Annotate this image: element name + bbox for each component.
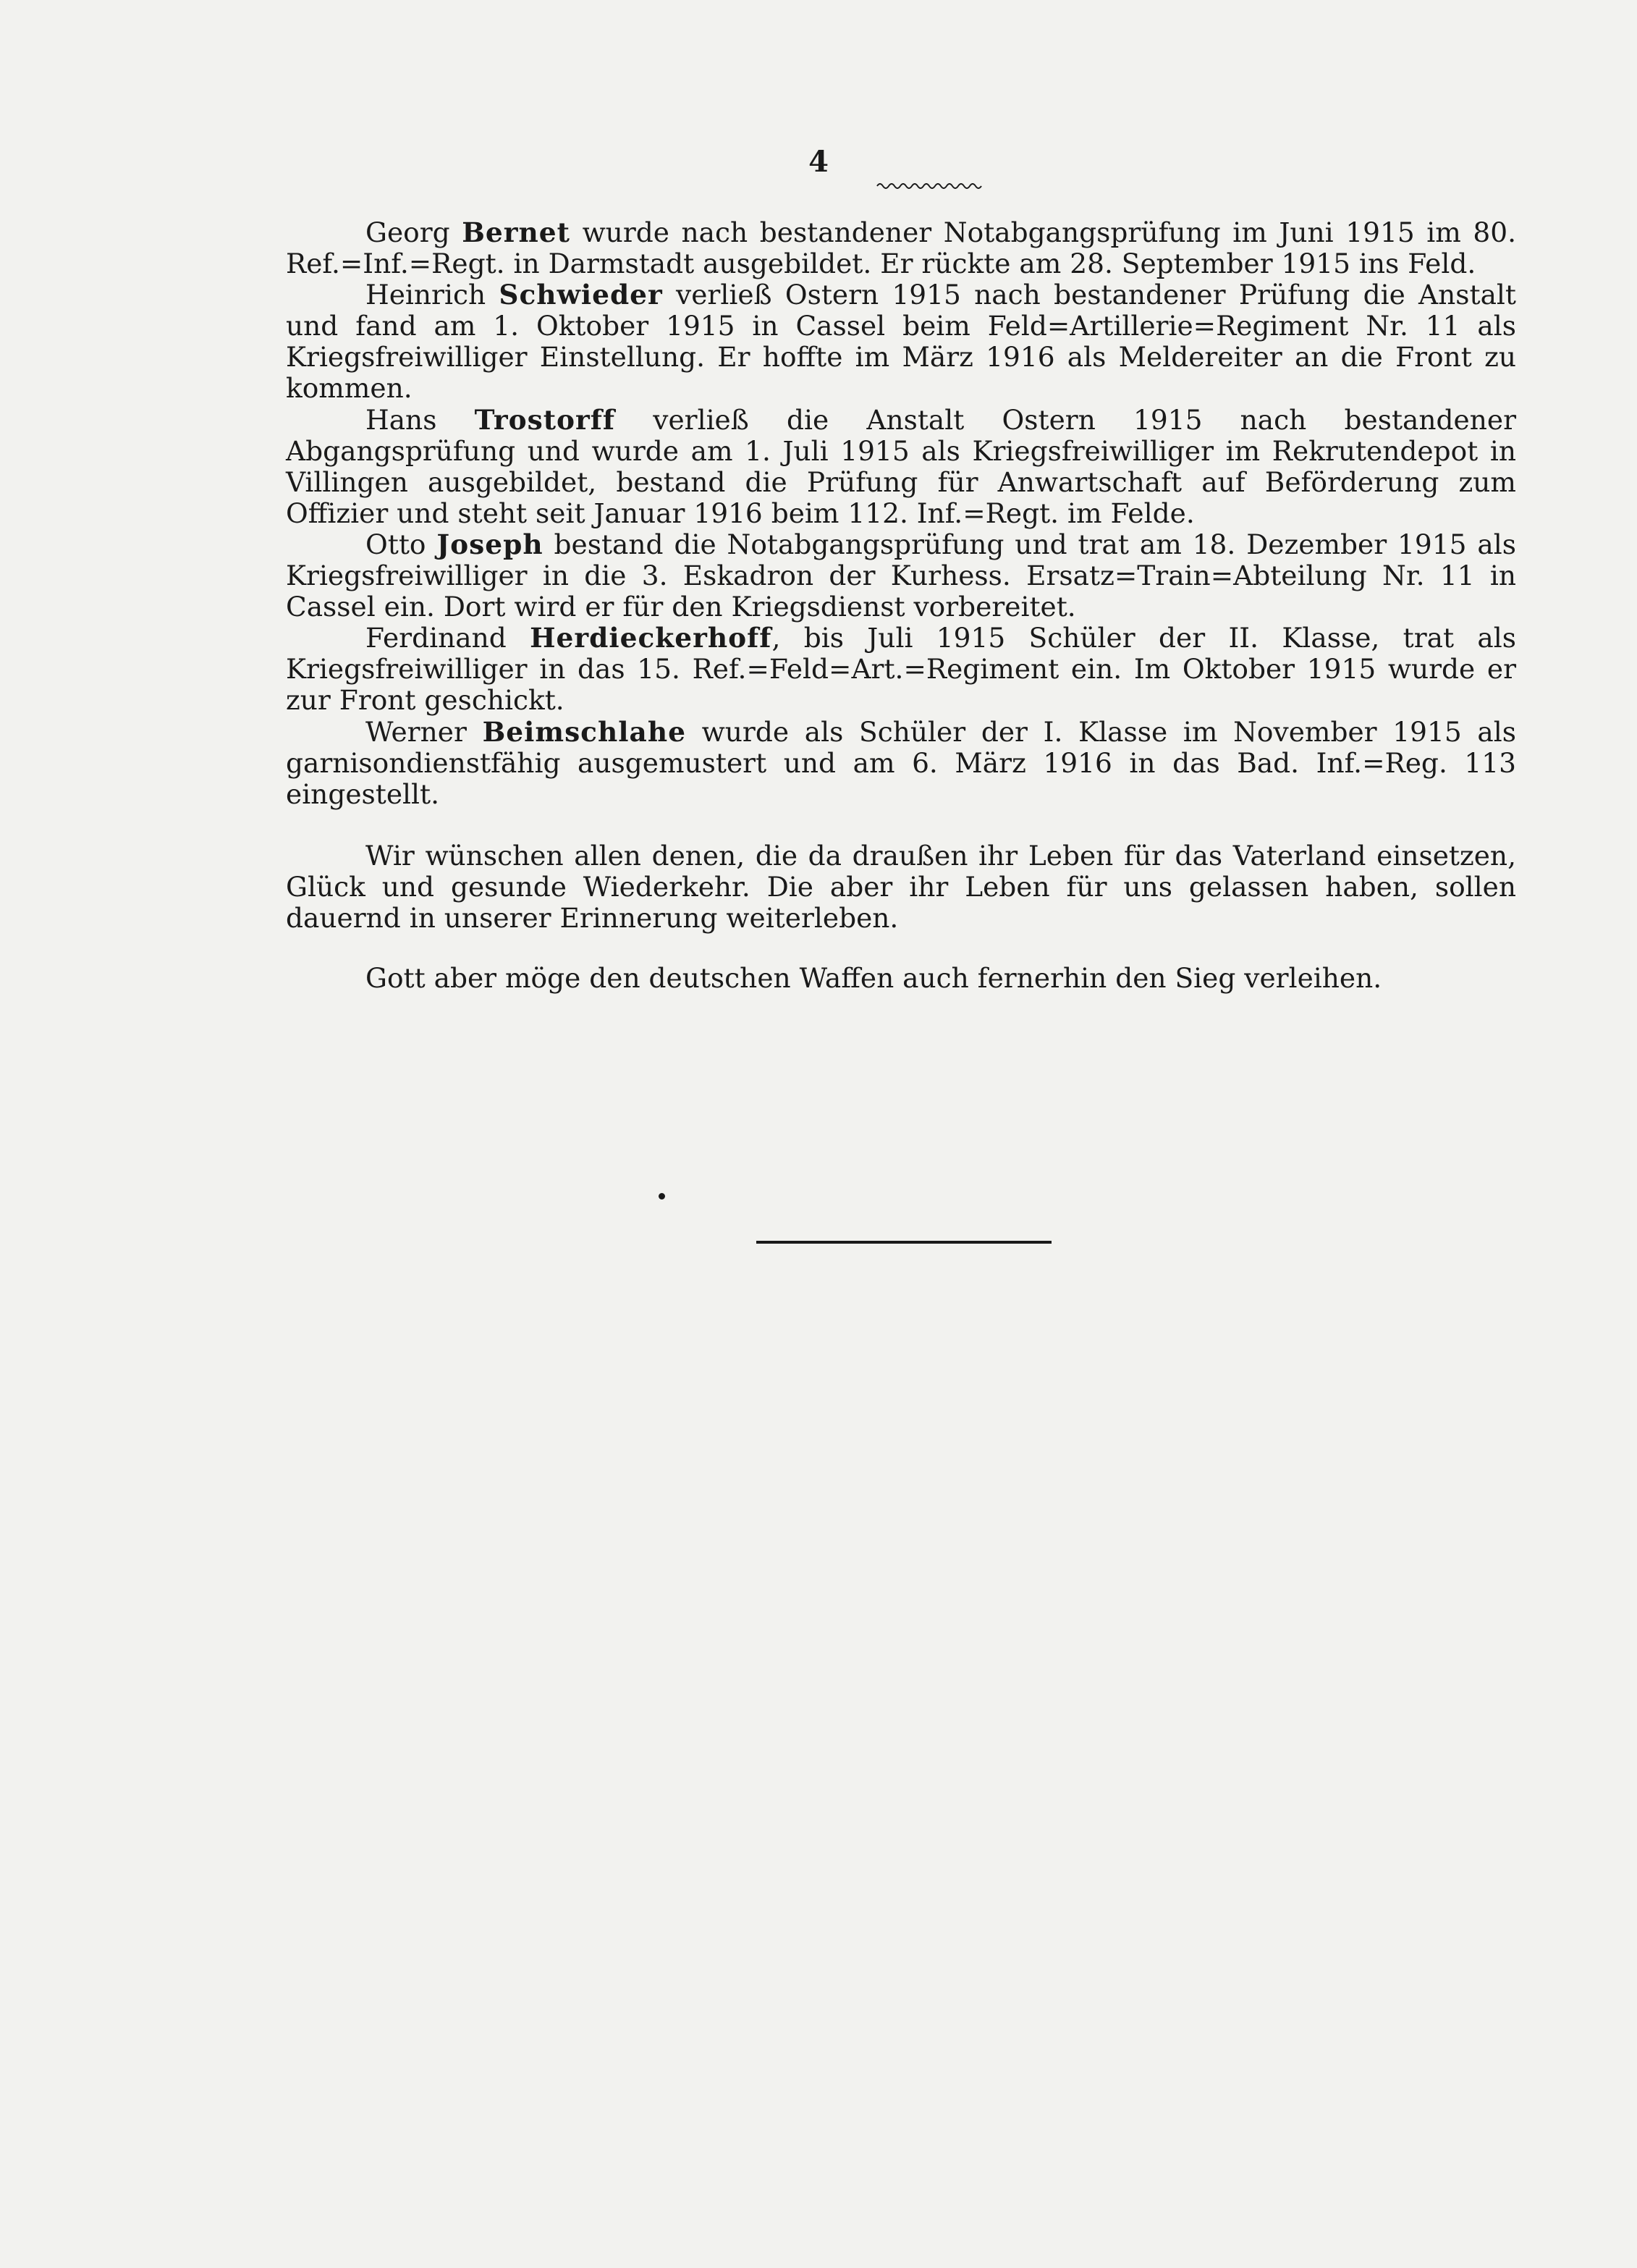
person-name: Herdieckerhoff bbox=[530, 622, 772, 654]
entry-schwieder: Heinrich Schwieder verließ Ostern 1915 nach bestandener Prüfung die Anstalt und fand am 1. Oktober 1915 in Cassel beim Feld=Artillerie=Regiment Nr. 11 als Kriegsfreiwilliger Einstellung. Er hoffte im März 1916 als Meldereiter an die Front zu kommen. bbox=[286, 279, 1516, 405]
page-number: 4 bbox=[808, 145, 829, 179]
entry-herdieckerhoff: Ferdinand Herdieckerhoff, bis Juli 1915 Schüler der II. Klasse, trat als Kriegsfreiwilliger in das 15. Ref.=Feld=Art.=Regiment ein. Im Oktober 1915 wurde er zur Front geschickt. bbox=[286, 622, 1517, 717]
person-name: Joseph bbox=[436, 528, 543, 560]
wish-paragraph: Wir wünschen allen denen, die da draußen ihr Leben für das Vaterland einsetzen, Glück und gesunde Wiederkehr. Die aber ihr Leben für uns gelassen haben, sollen dauernd in unserer Erinnerung weiterleben. bbox=[286, 839, 1516, 934]
person-name: Schwieder bbox=[499, 279, 663, 311]
person-name: Beimschlahe bbox=[482, 715, 686, 748]
entry-beimschlahe: Werner Beimschlahe wurde als Schüler der I. Klasse im November 1915 als garnisondienstfähig ausgemustert und am 6. März 1916 in das Bad. Inf.=Reg. 113 eingestellt. bbox=[286, 715, 1517, 810]
entry-trostorff: Hans Trostorff verließ die Anstalt Ostern 1915 nach bestandener Abgangsprüfung und wurde am 1. Juli 1915 als Kriegsfreiwilliger im Rekrutendepot in Villingen ausgebildet, bestand die Prüfung für Anwartschaft auf Beförderung zum Offizier und steht seit Januar 1916 beim 112. Inf.=Regt. im Felde. bbox=[286, 403, 1516, 529]
wavy-ornament bbox=[876, 180, 984, 191]
person-name: Trostorff bbox=[474, 403, 616, 436]
closing-line: Gott aber möge den deutschen Waffen auch fernerhin den Sieg verleihen. bbox=[365, 962, 1382, 995]
end-rule bbox=[756, 1241, 1052, 1244]
person-name: Bernet bbox=[462, 216, 570, 248]
page-body bbox=[286, 217, 1516, 994]
ink-dot bbox=[659, 1193, 665, 1200]
entry-bernet: Georg Bernet wurde nach bestandener Notabgangsprüfung im Juni 1915 im 80. Ref.=Inf.=Regt. in Darmstadt ausgebildet. Er rückte am 28. September 1915 ins Feld. bbox=[286, 216, 1517, 280]
entry-joseph: Otto Joseph bestand die Notabgangsprüfung und trat am 18. Dezember 1915 als Kriegsfreiwilliger in die 3. Eskadron der Kurhess. Ersatz=Train=Abteilung Nr. 11 in Cassel ein. Dort wird er für den Kriegsdienst vorbereitet. bbox=[286, 528, 1516, 623]
